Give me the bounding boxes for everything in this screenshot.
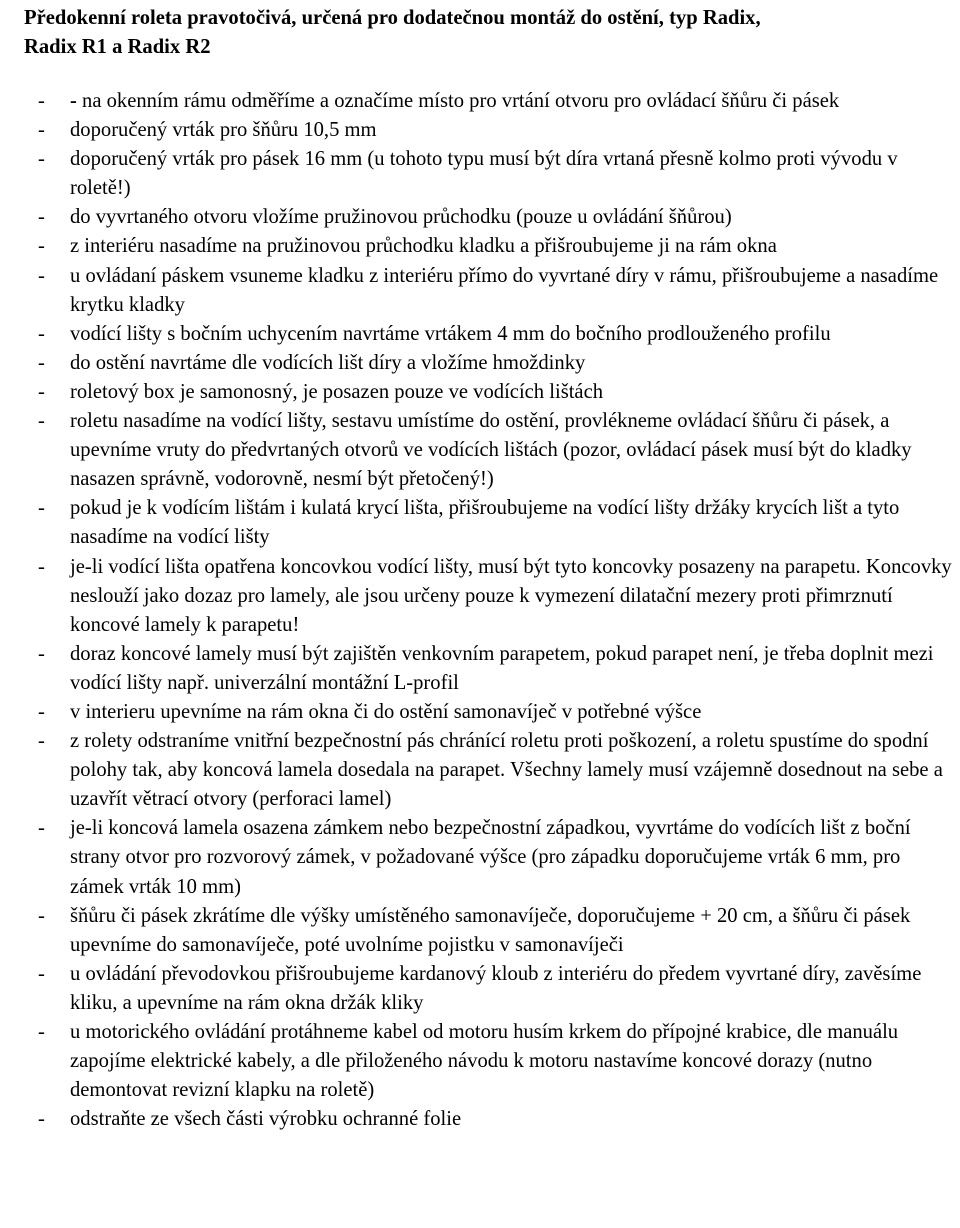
- list-item-text: doporučený vrták pro šňůru 10,5 mm: [70, 119, 377, 142]
- list-item: [24, 640, 952, 698]
- list-item: [24, 87, 952, 116]
- list-item: [24, 378, 952, 407]
- list-item-text: je-li koncová lamela osazena zámkem nebo bezpečnostní západkou, vyvrtáme do vodících lišt z boční strany otvor pro rozvorový zámek, v požadované výšce (pro západku doporučujeme vrták 6 mm, pro zámek vrták 10 mm): [70, 817, 911, 898]
- bullet-dash: -: [38, 700, 45, 723]
- list-item-text: vodící lišty s bočním uchycením navrtáme vrtákem 4 mm do bočního prodlouženého profilu: [70, 322, 831, 345]
- bullet-dash: -: [38, 206, 45, 229]
- bullet-dash: -: [38, 962, 45, 985]
- list-item: [24, 320, 952, 349]
- list-item-text: je-li vodící lišta opatřena koncovkou vodící lišty, musí být tyto koncovky posazeny na parapetu. Koncovky neslouží jako dozaz pro lamely, ale jsou určeny pouze k vymezení dilatační mezery proti přimrznutí koncové lamely k parapetu!: [70, 555, 952, 636]
- bullet-dash: -: [38, 817, 45, 840]
- title-line-2: Radix R1 a Radix R2: [24, 36, 211, 58]
- bullet-dash: -: [38, 148, 45, 171]
- bullet-dash: -: [38, 642, 45, 665]
- list-item-text: pokud je k vodícím lištám i kulatá krycí lišta, přišroubujeme na vodící lišty držáky krycích lišt a tyto nasadíme na vodící lišty: [70, 497, 900, 549]
- bullet-dash: -: [38, 90, 45, 112]
- list-item: [24, 116, 952, 145]
- list-item-text: v interieru upevníme na rám okna či do ostění samonavíječ v potřebné výšce: [70, 700, 702, 723]
- list-item-text: roletový box je samonosný, je posazen pouze ve vodících lištách: [70, 380, 604, 403]
- list-item: [24, 494, 952, 552]
- bullet-dash: -: [38, 555, 45, 578]
- bullet-dash: -: [38, 904, 45, 927]
- bullet-dash: -: [38, 497, 45, 520]
- bullet-dash: -: [38, 235, 45, 258]
- list-item: [24, 727, 952, 814]
- list-item-text: u motorického ovládání protáhneme kabel od motoru husím krkem do přípojné krabice, dle manuálu zapojíme elektrické kabely, a dle přiloženého návodu k motoru nastavíme koncové dorazy (nutno demontovat revizní klapku na roletě): [70, 1021, 899, 1102]
- first-item-lead-dash: -: [70, 90, 83, 112]
- list-item-text: šňůru či pásek zkrátíme dle výšky umístěného samonavíječe, doporučujeme + 20 cm, a šňůru či pásek upevníme do samonavíječe, poté uvolníme pojistku v samonavíječi: [70, 904, 911, 956]
- list-item: [24, 902, 952, 960]
- bullet-dash: -: [38, 264, 45, 287]
- list-item-text: roletu nasadíme na vodící lišty, sestavu umístíme do ostění, provlékneme ovládací šňůru či pásek, a upevníme vruty do předvrtaných otvorů ve vodících lištách (pozor, ovládací pásek musí být do kladky nasazen správně, vodorovně, nesmí být přetočený!): [70, 410, 912, 491]
- list-item-text: u ovládání převodovkou přišroubujeme kardanový kloub z interiéru do předem vyvrtané díry, zavěsíme kliku, a upevníme na rám okna držák kliky: [70, 962, 922, 1014]
- list-item-text: do ostění navrtáme dle vodících lišt díry a vložíme hmoždinky: [70, 351, 586, 374]
- bullet-dash: -: [38, 351, 45, 374]
- list-item-text: do vyvrtaného otvoru vložíme pružinovou průchodku (pouze u ovládání šňůrou): [70, 206, 732, 229]
- list-item-text: u ovládaní páskem vsuneme kladku z interiéru přímo do vyvrtané díry v rámu, přišroubujeme a nasadíme krytku kladky: [70, 264, 939, 316]
- list-item: [24, 145, 952, 203]
- list-item-text: z rolety odstraníme vnitřní bezpečnostní pás chránící roletu proti poškození, a roletu spustíme do spodní polohy tak, aby koncová lamela dosedala na parapet. Všechny lamely musí vzájemně dosednout na sebe a uzavřít větrací otvory (perforaci lamel): [70, 730, 943, 811]
- list-item: [24, 203, 952, 232]
- list-item: [24, 407, 952, 494]
- title-line-1: Předokenní roleta pravotočivá, určená pro dodatečnou montáž do ostění, typ Radix,: [24, 7, 761, 29]
- list-item-text: odstraňte ze všech části výrobku ochranné folie: [70, 1108, 462, 1131]
- list-item-text: na okenním rámu odměříme a označíme místo pro vrtání otvoru pro ovládací šňůru či pásek: [82, 90, 840, 112]
- list-item: [24, 814, 952, 901]
- list-item: [24, 553, 952, 640]
- list-item: [24, 1018, 952, 1105]
- list-item-text: doraz koncové lamely musí být zajištěn venkovním parapetem, pokud parapet není, je třeba doplnit mezi vodící lišty např. univerzální montážní L-profil: [70, 642, 934, 694]
- list-item: [24, 262, 952, 320]
- list-item-text: z interiéru nasadíme na pružinovou průchodku kladku a přišroubujeme ji na rám okna: [70, 235, 777, 258]
- list-item: [24, 1105, 952, 1134]
- list-item: [24, 960, 952, 1018]
- bullet-dash: -: [38, 1021, 45, 1043]
- bullet-dash: -: [38, 322, 45, 345]
- bullet-dash: -: [38, 119, 45, 142]
- list-item: [24, 698, 952, 727]
- list-item: [24, 232, 952, 261]
- bullet-dash: -: [38, 380, 45, 403]
- instruction-list: [24, 87, 952, 1134]
- bullet-dash: -: [38, 730, 45, 753]
- document-title: [24, 4, 952, 62]
- list-item-text: doporučený vrták pro pásek 16 mm (u tohoto typu musí být díra vrtaná přesně kolmo proti vývodu v roletě!): [70, 148, 898, 200]
- bullet-dash: -: [38, 1108, 45, 1131]
- bullet-dash: -: [38, 410, 45, 433]
- list-item: [24, 349, 952, 378]
